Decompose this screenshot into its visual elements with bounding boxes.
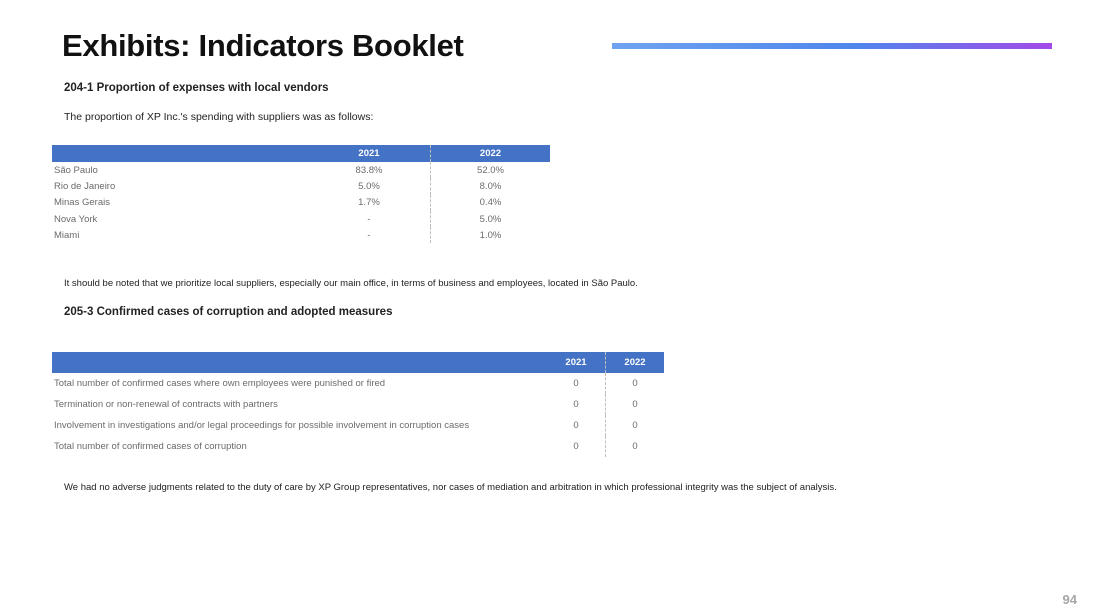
section-heading-204-1: 204-1 Proportion of expenses with local vendors (64, 82, 329, 94)
row-label: Minas Gerais (54, 197, 110, 209)
row-label: São Paulo (54, 164, 98, 176)
value-2022: 0 (632, 378, 638, 389)
value-2021: 0 (547, 415, 606, 436)
value-2021: 1.7% (308, 195, 431, 211)
table-header-row (52, 145, 550, 162)
page-title: Exhibits: Indicators Booklet (62, 28, 464, 63)
title-accent-bar (612, 43, 1052, 49)
value-2021: 5.0% (308, 178, 431, 194)
column-header-label (52, 145, 308, 162)
section2-note: We had no adverse judgments related to the duty of care by XP Group representatives, nor cases of mediation and arbitration in which professional integrity was the subject of analysis. (64, 482, 837, 493)
value-2022: 0 (632, 420, 638, 431)
value-2022: 0 (632, 399, 638, 410)
row-label: Nova York (54, 213, 98, 225)
column-header-2022: 2022 (606, 352, 665, 373)
value-2022: 0.4% (479, 197, 502, 209)
table-header-row (52, 352, 664, 373)
value-2021: 0 (547, 373, 606, 394)
table-row (52, 178, 550, 194)
value-2021: - (308, 211, 431, 227)
value-2022: 8.0% (479, 180, 502, 192)
value-2021: 0 (547, 394, 606, 415)
table-row (52, 436, 664, 457)
table-row (52, 195, 550, 211)
row-label: Involvement in investigations and/or legal proceedings for possible involvement in corruption cases (54, 420, 470, 431)
value-2021: - (308, 227, 431, 243)
section-heading-205-3: 205-3 Confirmed cases of corruption and adopted measures (64, 306, 393, 318)
row-label: Total number of confirmed cases of corruption (54, 441, 247, 452)
column-header-label (52, 352, 547, 373)
table-row (52, 162, 550, 178)
row-label: Miami (54, 229, 80, 241)
value-2022: 5.0% (479, 213, 502, 225)
section1-intro: The proportion of XP Inc.'s spending with suppliers was as follows: (64, 111, 374, 123)
corruption-cases-table (52, 352, 664, 457)
value-2022: 0 (632, 441, 638, 452)
column-header-2021: 2021 (308, 145, 431, 162)
table-row (52, 373, 664, 394)
row-label: Rio de Janeiro (54, 180, 116, 192)
table-row (52, 211, 550, 227)
table-row (52, 227, 550, 243)
column-header-2021: 2021 (547, 352, 606, 373)
section1-note: It should be noted that we prioritize local suppliers, especially our main office, in terms of business and employees, located in São Paulo. (64, 278, 638, 289)
table-row (52, 415, 664, 436)
value-2021: 0 (547, 436, 606, 457)
row-label: Total number of confirmed cases where own employees were punished or fired (54, 378, 386, 389)
value-2021: 83.8% (308, 162, 431, 178)
value-2022: 52.0% (477, 164, 504, 176)
page-number: 94 (1062, 592, 1077, 607)
table-row (52, 394, 664, 415)
local-vendors-table (52, 145, 550, 243)
value-2022: 1.0% (479, 229, 502, 241)
column-header-2022: 2022 (431, 145, 551, 162)
row-label: Termination or non-renewal of contracts with partners (54, 399, 278, 410)
